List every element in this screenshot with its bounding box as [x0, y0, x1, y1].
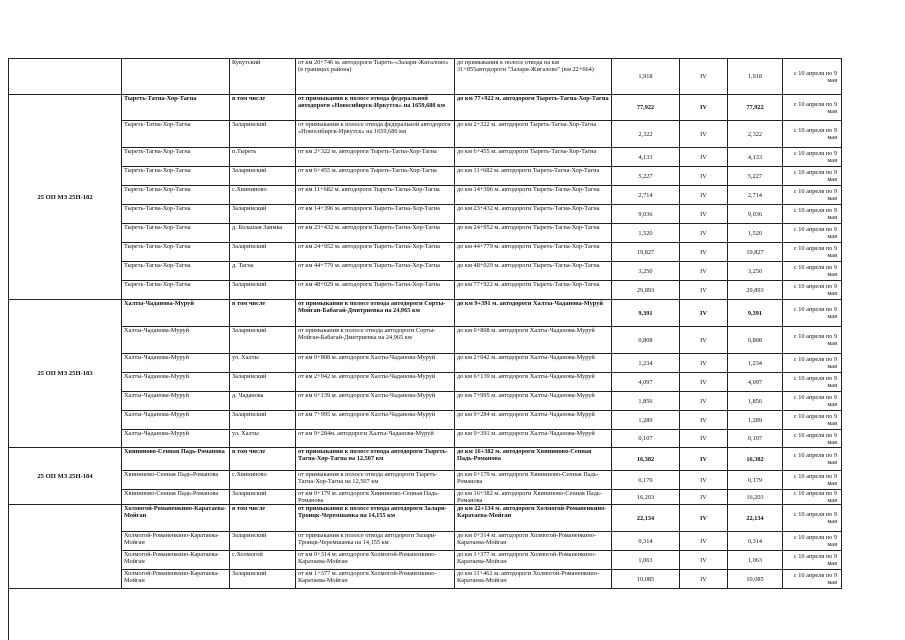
to-point-cell: до км 44+779 м. автодороги Тыреть-Тагна-Хор-Тагна	[455, 243, 612, 262]
road-name-cell: Тыреть-Тагна-Хор-Тагна	[122, 186, 230, 205]
category-cell: IV	[680, 327, 728, 354]
table-row	[9, 373, 842, 392]
road-name-cell: Тыреть-Тагна-Хор-Тагна	[122, 224, 230, 243]
length-cell: 29,893	[612, 281, 680, 300]
category-cell: IV	[680, 243, 728, 262]
district-cell: в том числе	[230, 448, 296, 471]
road-name-cell: Тыреть-Татна-Хор-Тагна	[122, 121, 230, 148]
restriction-period-cell: с 10 апреля по 9 мая	[783, 551, 842, 570]
from-point-cell: от км 24+952 м. автодороги Тыреть-Тагна-Хор-Тагна	[296, 243, 455, 262]
restricted-length-cell: 0,808	[728, 327, 783, 354]
from-point-cell: от примыкания к полосе отвода автодороги Сорты-Мойган-Бабагай-Дмитриевка на 24,965 км	[296, 327, 455, 354]
road-code-cell: 25 ОП МЗ 25Н-183	[9, 300, 122, 448]
from-point-cell: от примыкания к полосе отвода федеральной автодороги «Новосибирск-Иркутск» на 1659,680 км	[296, 121, 455, 148]
table-row	[9, 354, 842, 373]
district-cell: д. Большая Заимка	[230, 224, 296, 243]
to-point-cell: до км 7+995 м. автодороги Халты-Чаданова-Муруй	[455, 392, 612, 411]
length-cell: 2,322	[612, 121, 680, 148]
restriction-period-cell: с 10 апреля по 9 мая	[783, 243, 842, 262]
road-name-cell: Халты-Чаданова-Муруй	[122, 392, 230, 411]
from-point-cell: от км 6+455 м. автодороги Тыреть-Тагна-Хор-Тагна	[296, 167, 455, 186]
table-row	[9, 430, 842, 448]
from-point-cell: от км 14+396 м. автодороги Тыреть-Тагна-Хор-Тагна	[296, 205, 455, 224]
restriction-period-cell: с 10 апреля по 9 мая	[783, 411, 842, 430]
table-body	[9, 59, 842, 589]
road-name-cell: Хвининово-Сенная Падь-Романова	[122, 471, 230, 490]
from-point-cell: от км 0+314 м. автодороги Холмогой-Романенкино-Каратаева-Мойган	[296, 551, 455, 570]
to-point-cell: до км 11+682 м. автодороги Тыреть-Тагна-Хор-Тагна	[455, 167, 612, 186]
restricted-length-cell: 2,322	[728, 121, 783, 148]
category-cell: IV	[680, 505, 728, 532]
table-row	[9, 570, 842, 589]
district-cell: Кукутский	[230, 59, 296, 95]
district-cell: ул. Халты	[230, 354, 296, 373]
road-name-cell: Халты-Чаданова-Муруй	[122, 411, 230, 430]
from-point-cell: от км 11+682 м. автодороги Тыреть-Тагна-Хор-Тагна	[296, 186, 455, 205]
length-cell: 0,179	[612, 471, 680, 490]
road-code-cell: 25 ОП МЗ 25Н-182	[9, 95, 122, 300]
from-point-cell: от км 2+042 м. автодороги Халты-Чаданова-Муруй	[296, 373, 455, 392]
length-cell: 9,036	[612, 205, 680, 224]
restricted-length-cell: 22,134	[728, 505, 783, 532]
to-point-cell: до км 1+377 м. автодороги Холмогой-Романенкино-Каратаева-Мойган	[455, 551, 612, 570]
length-cell: 0,314	[612, 532, 680, 551]
category-cell: IV	[680, 167, 728, 186]
road-name-cell: Тыреть-Тагна-Хор-Тагна	[122, 148, 230, 167]
restricted-length-cell: 1,063	[728, 551, 783, 570]
road-restrictions-table	[8, 58, 842, 589]
category-cell: IV	[680, 224, 728, 243]
to-point-cell: до км 22+134 м. автодороги Холмогой-Романенкино-Каратаева-Мойган	[455, 505, 612, 532]
restricted-length-cell: 4,097	[728, 373, 783, 392]
to-point-cell: до км 24+952 м. автодороги Тыреть-Тагна-Хор-Тагна	[455, 224, 612, 243]
length-cell: 16,203	[612, 490, 680, 505]
restriction-period-cell: с 10 апреля по 9 мая	[783, 167, 842, 186]
restricted-length-cell: 10,085	[728, 570, 783, 589]
table-row	[9, 490, 842, 505]
table-row	[9, 300, 842, 327]
table-row	[9, 205, 842, 224]
length-cell: 1,520	[612, 224, 680, 243]
road-name-cell: Тыреть-Тагна-Хор-Тагна	[122, 167, 230, 186]
to-point-cell: до км 0+808 м. автодороги Халты-Чаданова-Муруй	[455, 327, 612, 354]
restriction-period-cell: с 10 апреля по 9 мая	[783, 148, 842, 167]
restricted-length-cell: 3,250	[728, 262, 783, 281]
restricted-length-cell: 29,893	[728, 281, 783, 300]
road-name-cell: Хвининово-Сенная Падь-Романова	[122, 448, 230, 471]
from-point-cell: от км 6+139 м. автодороги Халты-Чаданова-Муруй	[296, 392, 455, 411]
category-cell: IV	[680, 570, 728, 589]
table-row	[9, 186, 842, 205]
category-cell: IV	[680, 300, 728, 327]
to-point-cell: до км 6+139 м. автодороги Халты-Чаданова-Муруй	[455, 373, 612, 392]
road-name-cell: Халты-Чаданова-Муруй	[122, 300, 230, 327]
category-cell: IV	[680, 59, 728, 95]
table-row	[9, 224, 842, 243]
restriction-period-cell: с 10 апреля по 9 мая	[783, 430, 842, 448]
from-point-cell: от км 23+432 м. автодороги Тыреть-Тагна-Хор-Тагна	[296, 224, 455, 243]
restricted-length-cell: 0,107	[728, 430, 783, 448]
district-cell: д. Тагна	[230, 262, 296, 281]
restriction-period-cell: с 10 апреля по 9 мая	[783, 262, 842, 281]
restricted-length-cell: 9,391	[728, 300, 783, 327]
district-cell: с.Холмогой	[230, 551, 296, 570]
restricted-length-cell: 1,520	[728, 224, 783, 243]
restricted-length-cell: 5,227	[728, 167, 783, 186]
to-point-cell: до км 6+455 м. автодороги Тыреть-Тагна-Хор-Тагна	[455, 148, 612, 167]
from-point-cell: от примыкания к полосе отвода автодороги Тыреть-Тагна-Хор-Тагна на 12,507 км	[296, 471, 455, 490]
category-cell: IV	[680, 186, 728, 205]
table-row	[9, 167, 842, 186]
district-cell: Заларинский	[230, 373, 296, 392]
category-cell: IV	[680, 411, 728, 430]
table-row	[9, 551, 842, 570]
restricted-length-cell: 1,289	[728, 411, 783, 430]
to-point-cell: до км 14+396 м. автодороги Тыреть-Тагна-Хор-Тагна	[455, 186, 612, 205]
category-cell: IV	[680, 373, 728, 392]
district-cell: Заларинский	[230, 327, 296, 354]
table-row	[9, 243, 842, 262]
length-cell: 0,107	[612, 430, 680, 448]
district-cell: Заларинский	[230, 167, 296, 186]
table-row	[9, 471, 842, 490]
restriction-period-cell: с 10 апреля по 9 мая	[783, 448, 842, 471]
restricted-length-cell: 2,714	[728, 186, 783, 205]
road-code-cell: 25 ОП МЗ 25Н-184	[9, 448, 122, 505]
from-point-cell: от км 48+029 м. автодороги Тыреть-Тагна-Хор-Тагна	[296, 281, 455, 300]
road-name-cell: Халты-Чаданова-Муруй	[122, 430, 230, 448]
to-point-cell: до км 77+922 м. автодороги Тыреть-Тагна-Хор-Тагна	[455, 95, 612, 121]
district-cell: д. Чаданова	[230, 392, 296, 411]
district-cell: Заларинский	[230, 121, 296, 148]
table-row	[9, 448, 842, 471]
restriction-period-cell: с 10 апреля по 9 мая	[783, 505, 842, 532]
to-point-cell: до км 0+314 м. автодороги Холмогой-Романенкино-Каратаева-Мойган	[455, 532, 612, 551]
district-cell: в том числе	[230, 300, 296, 327]
district-cell: Заларинский	[230, 281, 296, 300]
category-cell: IV	[680, 205, 728, 224]
to-point-cell: до км 0+179 м. автодороги Хвининово-Сенная Падь-Романова	[455, 471, 612, 490]
district-cell: ул. Халты	[230, 430, 296, 448]
district-cell: с.Хвининово	[230, 471, 296, 490]
from-point-cell: от км 44+779 м. автодороги Тыреть-Тагна-Хор-Тагна	[296, 262, 455, 281]
category-cell: IV	[680, 430, 728, 448]
length-cell: 77,922	[612, 95, 680, 121]
table-row	[9, 505, 842, 532]
restriction-period-cell: с 10 апреля по 9 мая	[783, 532, 842, 551]
road-name-cell: Тыреть-Тагна-Хор-Тагна	[122, 205, 230, 224]
length-cell: 10,085	[612, 570, 680, 589]
restriction-period-cell: с 10 апреля по 9 мая	[783, 471, 842, 490]
from-point-cell: от примыкания к полосе отвода федеральной автодороги «Новосибирск-Иркутск» на 1659,680 км	[296, 95, 455, 121]
road-code-cell	[9, 505, 122, 589]
road-name-cell: Холмогой-Романенкино-Каратаева-Мойган	[122, 505, 230, 532]
length-cell: 2,714	[612, 186, 680, 205]
length-cell: 0,808	[612, 327, 680, 354]
road-name-cell: Холмогой-Романенкино-Каратаева-Мойган	[122, 532, 230, 551]
restricted-length-cell: 1,234	[728, 354, 783, 373]
restriction-period-cell: с 10 апреля по 9 мая	[783, 205, 842, 224]
table-row	[9, 95, 842, 121]
restricted-length-cell: 16,382	[728, 448, 783, 471]
restriction-period-cell: с 10 апреля по 9 мая	[783, 327, 842, 354]
length-cell: 9,391	[612, 300, 680, 327]
table-row	[9, 262, 842, 281]
to-point-cell: до км 23+432 м. автодороги Тыреть-Тагна-Хор-Тагна	[455, 205, 612, 224]
from-point-cell: от км 20+746 м. автодороги Тыреть-«Залари-Жигалово» (в границах района)	[296, 59, 455, 95]
to-point-cell: до км 77+922 м. автодороги Тыреть-Тагна-Хор-Тагна	[455, 281, 612, 300]
length-cell: 1,918	[612, 59, 680, 95]
restriction-period-cell: с 10 апреля по 9 мая	[783, 373, 842, 392]
to-point-cell: до км 16+382 м. автодороги Хвининово-Сенная Падь-Романова	[455, 490, 612, 505]
category-cell: IV	[680, 392, 728, 411]
category-cell: IV	[680, 95, 728, 121]
restricted-length-cell: 0,314	[728, 532, 783, 551]
road-name-cell: Халты-Чаданова-Муруй	[122, 327, 230, 354]
restricted-length-cell: 0,179	[728, 471, 783, 490]
road-name-cell: Холмогой-Романенкино-Каратаева-Мойган	[122, 570, 230, 589]
road-name-cell: Тыреть-Тагна-Хор-Тагна	[122, 262, 230, 281]
from-point-cell: от км 7+995 м. автодороги Халты-Чаданова-Муруй	[296, 411, 455, 430]
from-point-cell: от примыкания к полосе отвода автодороги Сорты-Мойган-Бабагай-Дмитриевка на 24,965 км	[296, 300, 455, 327]
restriction-period-cell: с 10 апреля по 9 мая	[783, 59, 842, 95]
from-point-cell: от км 9+284м. автодороги Халты-Чаданова-Муруй	[296, 430, 455, 448]
road-name-cell: Холмогой-Романенкино-Каратаева-Мойган	[122, 551, 230, 570]
restricted-length-cell: 1,856	[728, 392, 783, 411]
restricted-length-cell: 19,827	[728, 243, 783, 262]
category-cell: IV	[680, 551, 728, 570]
table-row	[9, 327, 842, 354]
from-point-cell: от км 0+179 м. автодороги Хвининово-Сенная Падь-Романова	[296, 490, 455, 505]
table-row	[9, 121, 842, 148]
district-cell: п.Тыреть	[230, 148, 296, 167]
restriction-period-cell: с 10 апреля по 9 мая	[783, 95, 842, 121]
category-cell: IV	[680, 281, 728, 300]
road-name-cell: Тыреть-Тагна-Хор-Тагна	[122, 281, 230, 300]
from-point-cell: от км 0+808 м. автодороги Халты-Чаданова-Муруй	[296, 354, 455, 373]
category-cell: IV	[680, 532, 728, 551]
restriction-period-cell: с 10 апреля по 9 мая	[783, 121, 842, 148]
table-row	[9, 411, 842, 430]
to-point-cell: до км 16+382 м. автодороги Хвининово-Сенная Падь-Романова	[455, 448, 612, 471]
to-point-cell: до км 9+284 м. автодороги Халты-Чаданова-Муруй	[455, 411, 612, 430]
restricted-length-cell: 9,036	[728, 205, 783, 224]
length-cell: 1,234	[612, 354, 680, 373]
restriction-period-cell: с 10 апреля по 9 мая	[783, 281, 842, 300]
district-cell: Заларинский	[230, 570, 296, 589]
to-point-cell: до км 48+029 м. автодороги Тыреть-Тагна-Хор-Тагна	[455, 262, 612, 281]
restriction-period-cell: с 10 апреля по 9 мая	[783, 354, 842, 373]
to-point-cell: до км 2+042 м. автодороги Халты-Чаданова-Муруй	[455, 354, 612, 373]
from-point-cell: от примыкания к полосе отвода автодороги Залари-Троицк-Черемшанка на 14,155 км	[296, 532, 455, 551]
road-name-cell	[122, 59, 230, 95]
road-code-cell	[9, 59, 122, 95]
category-cell: IV	[680, 354, 728, 373]
restriction-period-cell: с 10 апреля по 9 мая	[783, 490, 842, 505]
district-cell: с.Хвининово	[230, 186, 296, 205]
to-point-cell: до км 9+391 м. автодороги Халты-Чаданова-Муруй	[455, 300, 612, 327]
length-cell: 4,097	[612, 373, 680, 392]
restriction-period-cell: с 10 апреля по 9 мая	[783, 186, 842, 205]
length-cell: 1,289	[612, 411, 680, 430]
restriction-period-cell: с 10 апреля по 9 мая	[783, 300, 842, 327]
table-row	[9, 532, 842, 551]
district-cell: Заларинский	[230, 205, 296, 224]
from-point-cell: от примыкания к полосе отвода автодороги Тыреть-Тагна-Хор-Тагна на 12,507 км	[296, 448, 455, 471]
category-cell: IV	[680, 448, 728, 471]
district-cell: Заларинский	[230, 532, 296, 551]
length-cell: 4,133	[612, 148, 680, 167]
table-row	[9, 392, 842, 411]
table-row	[9, 148, 842, 167]
restricted-length-cell: 1,918	[728, 59, 783, 95]
length-cell: 16,382	[612, 448, 680, 471]
length-cell: 1,856	[612, 392, 680, 411]
road-name-cell: Халты-Чаданова-Муруй	[122, 354, 230, 373]
table-row	[9, 59, 842, 95]
length-cell: 19,827	[612, 243, 680, 262]
restriction-period-cell: с 10 апреля по 9 мая	[783, 224, 842, 243]
length-cell: 1,063	[612, 551, 680, 570]
district-cell: в том числе	[230, 95, 296, 121]
restricted-length-cell: 16,203	[728, 490, 783, 505]
road-name-cell: Тыреть-Татна-Хор-Тагна	[122, 95, 230, 121]
road-restrictions-table-sheet	[8, 58, 841, 589]
category-cell: IV	[680, 121, 728, 148]
to-point-cell: до км 9+391 м. автодороги Халты-Чаданова-Муруй	[455, 430, 612, 448]
from-point-cell: от примыкания к полосе отвода автодороги Залари-Троицк-Черемшанка на 14,155 км	[296, 505, 455, 532]
length-cell: 22,134	[612, 505, 680, 532]
from-point-cell: от км 1+377 м. автодороги Холмогой-Романенкино-Каратаева-Мойган	[296, 570, 455, 589]
length-cell: 5,227	[612, 167, 680, 186]
district-cell: Заларинский	[230, 243, 296, 262]
to-point-cell: до км 2+322 м. автодороги Тыреть-Тагна-Хор-Тагна	[455, 121, 612, 148]
restricted-length-cell: 4,133	[728, 148, 783, 167]
category-cell: IV	[680, 262, 728, 281]
district-cell: Заларинский	[230, 411, 296, 430]
restriction-period-cell: с 10 апреля по 9 мая	[783, 570, 842, 589]
from-point-cell: от км 2+322 м. автодороги Тыреть-Тагна-Хор-Тагна	[296, 148, 455, 167]
road-name-cell: Халты-Чаданова-Муруй	[122, 373, 230, 392]
restriction-period-cell: с 10 апреля по 9 мая	[783, 392, 842, 411]
category-cell: IV	[680, 490, 728, 505]
road-name-cell: Хвининово-Сенная Падь-Романова	[122, 490, 230, 505]
road-name-cell: Тыреть-Тагна-Хор-Тагна	[122, 243, 230, 262]
table-row	[9, 281, 842, 300]
restricted-length-cell: 77,922	[728, 95, 783, 121]
length-cell: 3,250	[612, 262, 680, 281]
district-cell: Заларинский	[230, 490, 296, 505]
to-point-cell: до примыкания к полосе отвода на км 31+855автодороги "Залари-Жигалово" (км 22+664)	[455, 59, 612, 95]
category-cell: IV	[680, 148, 728, 167]
category-cell: IV	[680, 471, 728, 490]
to-point-cell: до км 11+462 м. автодороги Холмогой-Романенкино-Каратаева-Мойган	[455, 570, 612, 589]
district-cell: в том числе	[230, 505, 296, 532]
